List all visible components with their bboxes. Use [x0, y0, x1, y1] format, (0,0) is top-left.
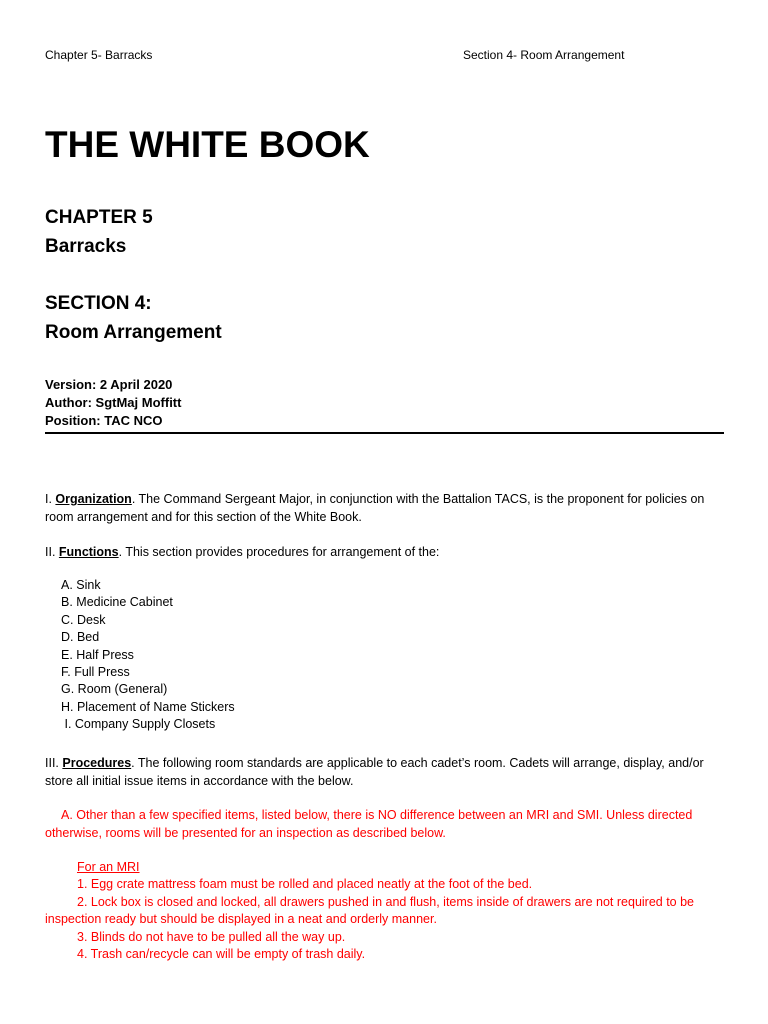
position-line: Position: TAC NCO	[45, 413, 163, 428]
functions-paragraph	[45, 544, 725, 562]
list-item	[45, 929, 725, 947]
functions-prefix: II.	[45, 545, 59, 559]
document-title: THE WHITE BOOK	[45, 124, 370, 165]
list-item: A. Sink	[61, 578, 101, 592]
horizontal-rule	[45, 432, 724, 434]
chapter-label: CHAPTER 5	[45, 207, 153, 228]
list-item	[45, 946, 725, 964]
functions-term: Functions	[58, 545, 119, 559]
mri-item-text: 3. Blinds do not have to be pulled all the way up.	[77, 929, 346, 944]
mri-title: For an MRI	[77, 860, 140, 874]
item-a-text: A. Other than a few specified items, listed below, there is NO difference between an MRI and SMI. Unless directed otherwise, rooms will be presented for an inspection as described below.	[45, 808, 693, 840]
functions-text: . This section provides procedures for arrangement of the:	[118, 545, 440, 559]
list-item: G. Room (General)	[61, 682, 168, 697]
list-item: B. Medicine Cabinet	[61, 595, 173, 610]
chapter-heading	[45, 203, 153, 261]
list-item: C. Desk	[61, 612, 106, 627]
list-item: F. Full Press	[61, 665, 130, 680]
functions-list	[61, 577, 235, 734]
procedures-term: Procedures	[62, 756, 132, 770]
list-item: E. Half Press	[61, 647, 134, 662]
section-label: SECTION 4:	[45, 293, 152, 314]
procedures-text: . The following room standards are applicable to each cadet’s room. Cadets will arrange, display, and/or store all initial issue items in accordance with the below.	[45, 756, 704, 788]
mri-item-text: 2. Lock box is closed and locked, all drawers pushed in and flush, items inside of drawers are not required to be inspection ready but should be displayed in a neat and orderly manner.	[45, 894, 695, 926]
mri-item-text: 4. Trash can/recycle can will be empty of trash daily.	[77, 947, 366, 961]
author-line: Author: SgtMaj Moffitt	[45, 395, 182, 410]
item-a-paragraph	[45, 807, 725, 842]
list-item	[45, 876, 725, 894]
running-header-section: Section 4- Room Arrangement	[463, 48, 625, 62]
list-item: H. Placement of Name Stickers	[61, 699, 235, 714]
organization-text: . The Command Sergeant Major, in conjunction with the Battalion TACS, is the proponent for policies on room arrangement and for this section of the White Book.	[45, 492, 705, 524]
mri-item-text: 1. Egg crate mattress foam must be rolled and placed neatly at the foot of the bed.	[77, 877, 533, 891]
organization-paragraph	[45, 491, 725, 526]
organization-term: Organization	[55, 492, 132, 506]
procedures-prefix: III.	[45, 756, 63, 770]
document-metadata	[45, 376, 181, 430]
running-header-chapter: Chapter 5- Barracks	[45, 48, 153, 62]
section-name: Room Arrangement	[45, 322, 222, 343]
list-item	[45, 894, 725, 929]
mri-list	[45, 876, 725, 964]
organization-prefix: I.	[45, 492, 56, 506]
list-item: I. Company Supply Closets	[61, 717, 216, 732]
version-line: Version: 2 April 2020	[45, 377, 173, 392]
list-item: D. Bed	[61, 630, 100, 645]
procedures-paragraph	[45, 755, 725, 790]
chapter-name: Barracks	[45, 236, 127, 257]
section-heading	[45, 289, 222, 347]
